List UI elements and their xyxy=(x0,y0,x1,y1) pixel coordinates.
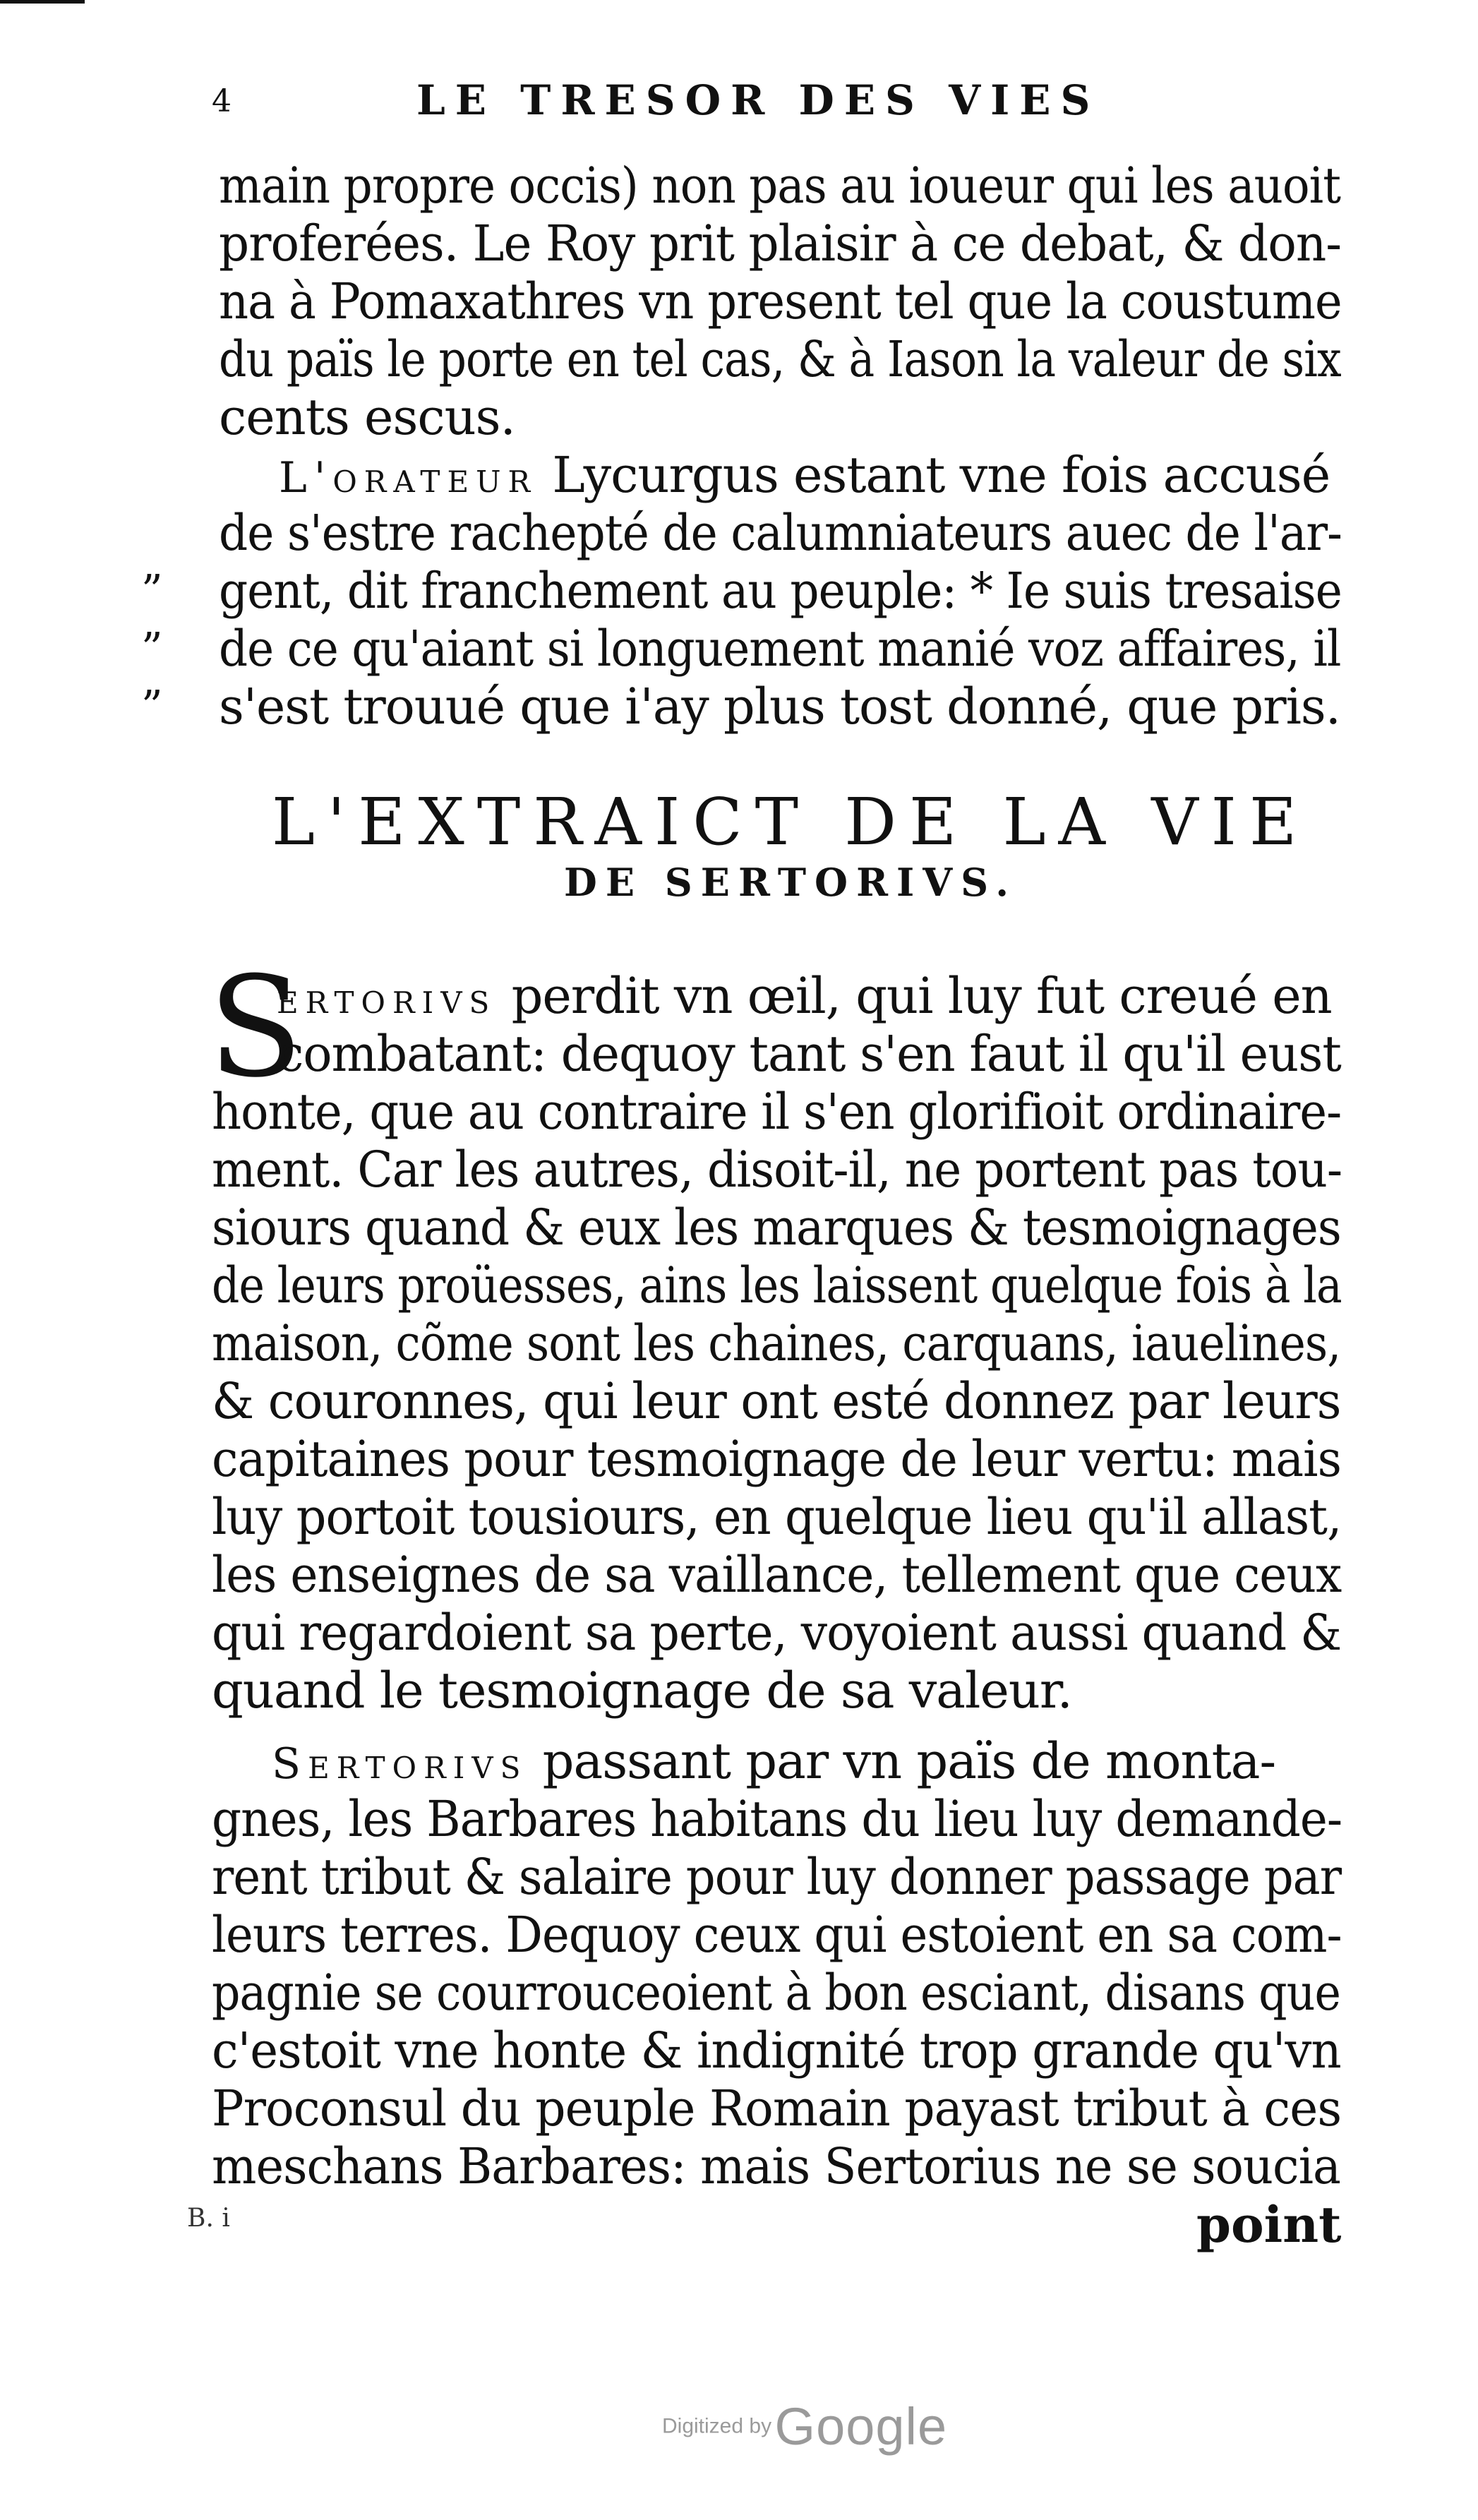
text-span: Lycurgus estant vne fois accusé xyxy=(537,446,1330,504)
text-line: qui regardoient sa perte, voyoient aussi quand & xyxy=(212,1604,1342,1662)
text-line: main propre occis) non pas au ioueur qui les auoit xyxy=(219,157,1341,215)
text-line: & couronnes, qui leur ont esté donnez par leurs xyxy=(212,1372,1341,1430)
section-subheading: DE SERTORIVS. xyxy=(564,860,1017,905)
text-span: perdit vn œil, qui luy fut creué en xyxy=(496,967,1332,1025)
text-line: les enseignes de sa vaillance, tellement que ceux xyxy=(212,1546,1342,1604)
text-line: honte, que au contraire il s'en glorifioit ordinaire- xyxy=(212,1083,1342,1141)
text-line: de ce qu'aiant si longuement manié voz affaires, il xyxy=(219,620,1341,678)
digitized-watermark xyxy=(662,2396,947,2456)
section-heading: L'EXTRAICT DE LA VIE xyxy=(271,784,1310,860)
text-line: leurs terres. Dequoy ceux qui estoient en sa com- xyxy=(212,1906,1342,1964)
catchword: point xyxy=(1196,2195,1342,2254)
google-logo: Google xyxy=(774,2397,948,2456)
running-head: LE TRESOR DES VIES xyxy=(416,76,1100,124)
lead-word: L'orateur xyxy=(279,453,538,503)
text-line: meschans Barbares: mais Sertorius ne se soucia xyxy=(212,2137,1340,2195)
paragraph-first-line xyxy=(272,1732,1275,1793)
drop-cap: S xyxy=(208,947,304,1108)
text-line: rent tribut & salaire pour luy donner passage par xyxy=(212,1848,1342,1906)
text-line: quand le tesmoignage de sa valeur. xyxy=(212,1662,1072,1720)
text-line: s'est trouué que i'ay plus tost donné, que pris. xyxy=(219,678,1340,736)
digitized-prefix: Digitized by xyxy=(662,2414,772,2438)
text-line: capitaines pour tesmoignage de leur vertu: mais xyxy=(212,1430,1341,1488)
text-line: ment. Car les autres, disoit-il, ne portent pas tou- xyxy=(212,1141,1342,1199)
text-line: Proconsul du peuple Romain payast tribut à ces xyxy=(212,2080,1342,2137)
text-line: pagnie se courrouceoient à bon esciant, disans que xyxy=(212,1964,1341,2022)
quotation-mark: ” xyxy=(141,624,163,673)
text-span: passant par vn païs de monta- xyxy=(527,1732,1276,1790)
text-line: siours quand & eux les marques & tesmoignages xyxy=(212,1199,1341,1256)
corner-rule xyxy=(0,0,85,4)
lead-word: Sertorivs xyxy=(272,1739,528,1789)
signature-mark: B. i xyxy=(187,2204,230,2233)
text-line: de s'estre rachepté de calumniateurs auec de l'ar- xyxy=(219,504,1342,562)
text-line: proferées. Le Roy prit plaisir à ce debat, & don- xyxy=(219,215,1342,272)
paragraph-first-line xyxy=(277,967,1332,1028)
text-line: du païs le porte en tel cas, & à Iason la valeur de six xyxy=(219,330,1341,388)
paragraph-first-line xyxy=(279,446,1330,507)
lead-word: ertorivs xyxy=(277,974,497,1024)
text-line: combatant: dequoy tant s'en faut il qu'il eust xyxy=(277,1025,1341,1083)
quotation-mark: ” xyxy=(141,566,163,616)
text-line: de leurs proüesses, ains les laissent quelque fois à la xyxy=(212,1256,1342,1314)
text-line: gent, dit franchement au peuple: * Ie suis tresaise xyxy=(219,562,1342,620)
page-number: 4 xyxy=(212,83,232,119)
text-line: cents escus. xyxy=(219,388,515,446)
text-line: na à Pomaxathres vn present tel que la coustume xyxy=(219,272,1342,330)
quotation-mark: ” xyxy=(141,682,163,731)
text-line: gnes, les Barbares habitans du lieu luy demande- xyxy=(212,1790,1342,1848)
text-line: c'estoit vne honte & indignité trop grande qu'vn xyxy=(212,2022,1341,2080)
text-line: maison, cõme sont les chaines, carquans, iauelines, xyxy=(212,1314,1341,1372)
text-line: luy portoit tousiours, en quelque lieu qu'il allast, xyxy=(212,1488,1342,1546)
